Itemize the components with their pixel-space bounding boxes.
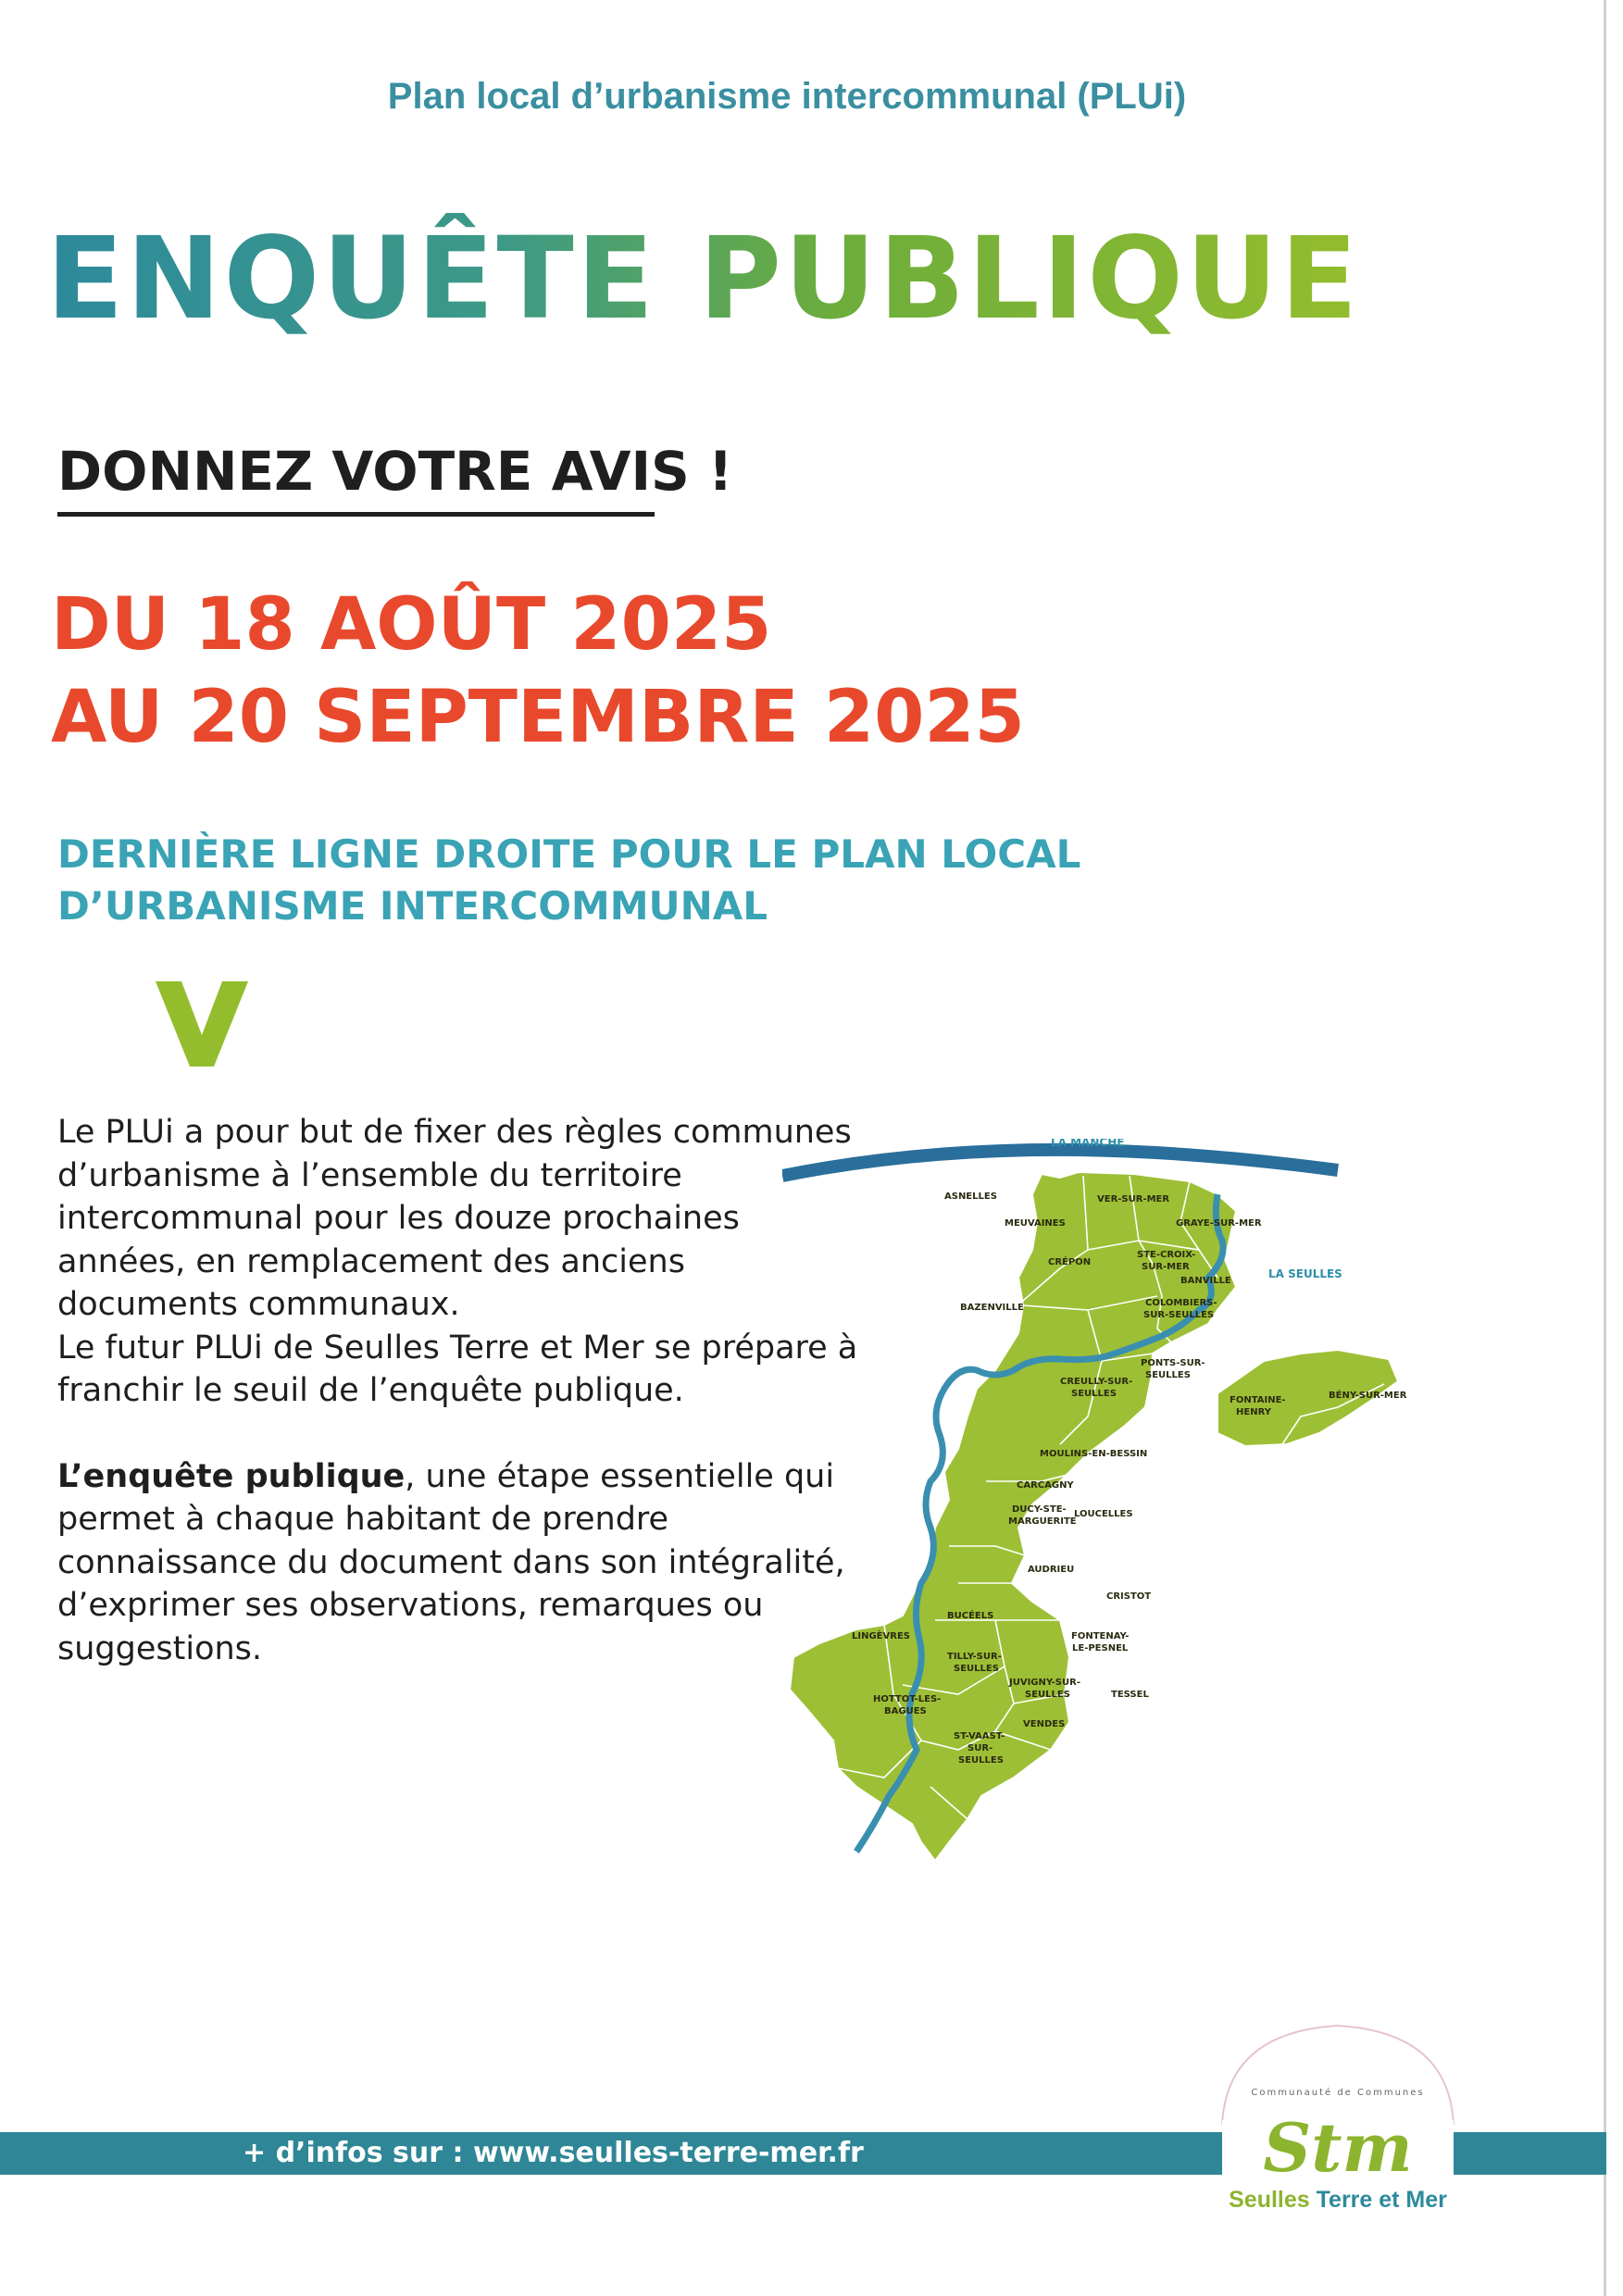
commune-loucelles: LOUCELLES bbox=[1074, 1509, 1133, 1519]
enquete-emphasis: L’enquête publique bbox=[57, 1457, 406, 1495]
commune-graye: GRAYE-SUR-MER bbox=[1176, 1218, 1262, 1229]
commune-audrieu: AUDRIEU bbox=[1028, 1565, 1075, 1575]
commune-crepon: CRÉPON bbox=[1048, 1257, 1092, 1267]
coastline bbox=[782, 1150, 1338, 1176]
chevron-down-icon bbox=[156, 981, 248, 1067]
commune-ponts-2: SEULLES bbox=[1145, 1370, 1191, 1380]
commune-fontenay-1: FONTENAY- bbox=[1071, 1631, 1130, 1641]
commune-creully-1: CREULLY-SUR- bbox=[1060, 1377, 1133, 1387]
territory-map-svg bbox=[782, 1139, 1551, 2000]
map-label-manche: LA MANCHE bbox=[1051, 1139, 1125, 1149]
body-paragraph-2: Le futur PLUi de Seulles Terre et Mer se prépare à franchir le seuil de l’enquête publique. bbox=[57, 1329, 858, 1409]
commune-ponts-1: PONTS-SUR- bbox=[1141, 1358, 1205, 1368]
subtitle-line-2: D’URBANISME INTERCOMMUNAL bbox=[57, 883, 768, 929]
commune-tilly-2: SEULLES bbox=[954, 1664, 999, 1674]
commune-ducy-1: DUCY-STE- bbox=[1012, 1504, 1067, 1515]
commune-hottot-1: HOTTOT-LES- bbox=[873, 1694, 942, 1704]
page-edge bbox=[1604, 0, 1606, 2296]
commune-fontaine-2: HENRY bbox=[1236, 1407, 1271, 1417]
logo-name-seulles: Seulles bbox=[1229, 2187, 1310, 2213]
commune-asnelles: ASNELLES bbox=[944, 1192, 997, 1202]
commune-cristot: CRISTOT bbox=[1106, 1591, 1152, 1602]
hero-title: ENQUÊTE PUBLIQUE bbox=[46, 213, 1361, 344]
date-range bbox=[51, 579, 1025, 764]
cta-underline bbox=[57, 512, 655, 517]
commune-vendes: VENDES bbox=[1023, 1719, 1066, 1729]
body-paragraph-3-rest: , une étape essentielle qui permet à chaque habitant de prendre connaissance du document dans son intégralité, d’exprimer ses observations, remarques ou suggestions. bbox=[57, 1457, 845, 1667]
commune-colombiers-2: SUR-SEULLES bbox=[1143, 1310, 1215, 1320]
logo-monogram: Stm bbox=[1263, 2108, 1413, 2187]
commune-stecroix-1: STE-CROIX- bbox=[1137, 1250, 1196, 1260]
logo-name-terre-mer: Terre et Mer bbox=[1316, 2187, 1447, 2213]
commune-stecroix-2: SUR-MER bbox=[1142, 1262, 1190, 1272]
commune-bazenville: BAZENVILLE bbox=[960, 1303, 1024, 1313]
logo-tagline: Communauté de Communes bbox=[1251, 2088, 1425, 2098]
commune-stvaast-2: SUR- bbox=[968, 1743, 993, 1753]
territory-map bbox=[782, 1139, 1551, 2000]
commune-juvigny-2: SEULLES bbox=[1025, 1690, 1070, 1700]
map-label-seulles: LA SEULLES bbox=[1268, 1267, 1342, 1280]
commune-ver: VER-SUR-MER bbox=[1097, 1194, 1170, 1204]
commune-colombiers-1: COLOMBIERS- bbox=[1145, 1298, 1217, 1308]
commune-buceels: BUCÉELS bbox=[947, 1611, 994, 1621]
commune-meuvaines: MEUVAINES bbox=[1005, 1218, 1066, 1229]
commune-beny: BÉNY-SUR-MER bbox=[1329, 1391, 1407, 1401]
logo-name bbox=[1199, 2187, 1477, 2214]
commune-tilly-1: TILLY-SUR- bbox=[947, 1652, 1002, 1662]
date-start: DU 18 AOÛT 2025 bbox=[51, 583, 772, 667]
commune-fontenay-2: LE-PESNEL bbox=[1072, 1643, 1129, 1653]
date-end: AU 20 SEPTEMBRE 2025 bbox=[51, 676, 1025, 759]
commune-moulins: MOULINS-EN-BESSIN bbox=[1040, 1449, 1148, 1459]
footer-website-link[interactable]: + d’infos sur : www.seulles-terre-mer.fr bbox=[243, 2137, 864, 2169]
commune-carcagny: CARCAGNY bbox=[1017, 1480, 1074, 1491]
commune-fontaine-1: FONTAINE- bbox=[1230, 1395, 1286, 1405]
commune-tessel: TESSEL bbox=[1111, 1690, 1149, 1700]
body-paragraph-1: Le PLUi a pour but de fixer des règles communes d’urbanisme à l’ensemble du territoire intercommunal pour les douze prochaines années, en remplacement des anciens documents communaux. bbox=[57, 1114, 852, 1323]
body-text bbox=[57, 1111, 872, 1713]
call-to-action: DONNEZ VOTRE AVIS ! bbox=[57, 440, 733, 503]
commune-hottot-2: BAGUES bbox=[884, 1706, 927, 1716]
commune-banville: BANVILLE bbox=[1180, 1276, 1231, 1286]
subtitle-line-1: DERNIÈRE LIGNE DROITE POUR LE PLAN LOCAL bbox=[57, 831, 1081, 877]
commune-ducy-2: MARGUERITE bbox=[1008, 1516, 1077, 1527]
commune-juvigny-1: JUVIGNY-SUR- bbox=[1009, 1678, 1080, 1688]
body-paragraph-3 bbox=[57, 1455, 872, 1671]
commune-creully-2: SEULLES bbox=[1071, 1389, 1117, 1399]
subtitle bbox=[57, 829, 1307, 932]
commune-stvaast-3: SEULLES bbox=[958, 1755, 1004, 1766]
plan-title: Plan local d’urbanisme intercommunal (PLUi) bbox=[387, 76, 1187, 117]
commune-stvaast-1: ST-VAAST- bbox=[954, 1731, 1005, 1741]
commune-lingevres: LINGÈVRES bbox=[852, 1631, 910, 1641]
